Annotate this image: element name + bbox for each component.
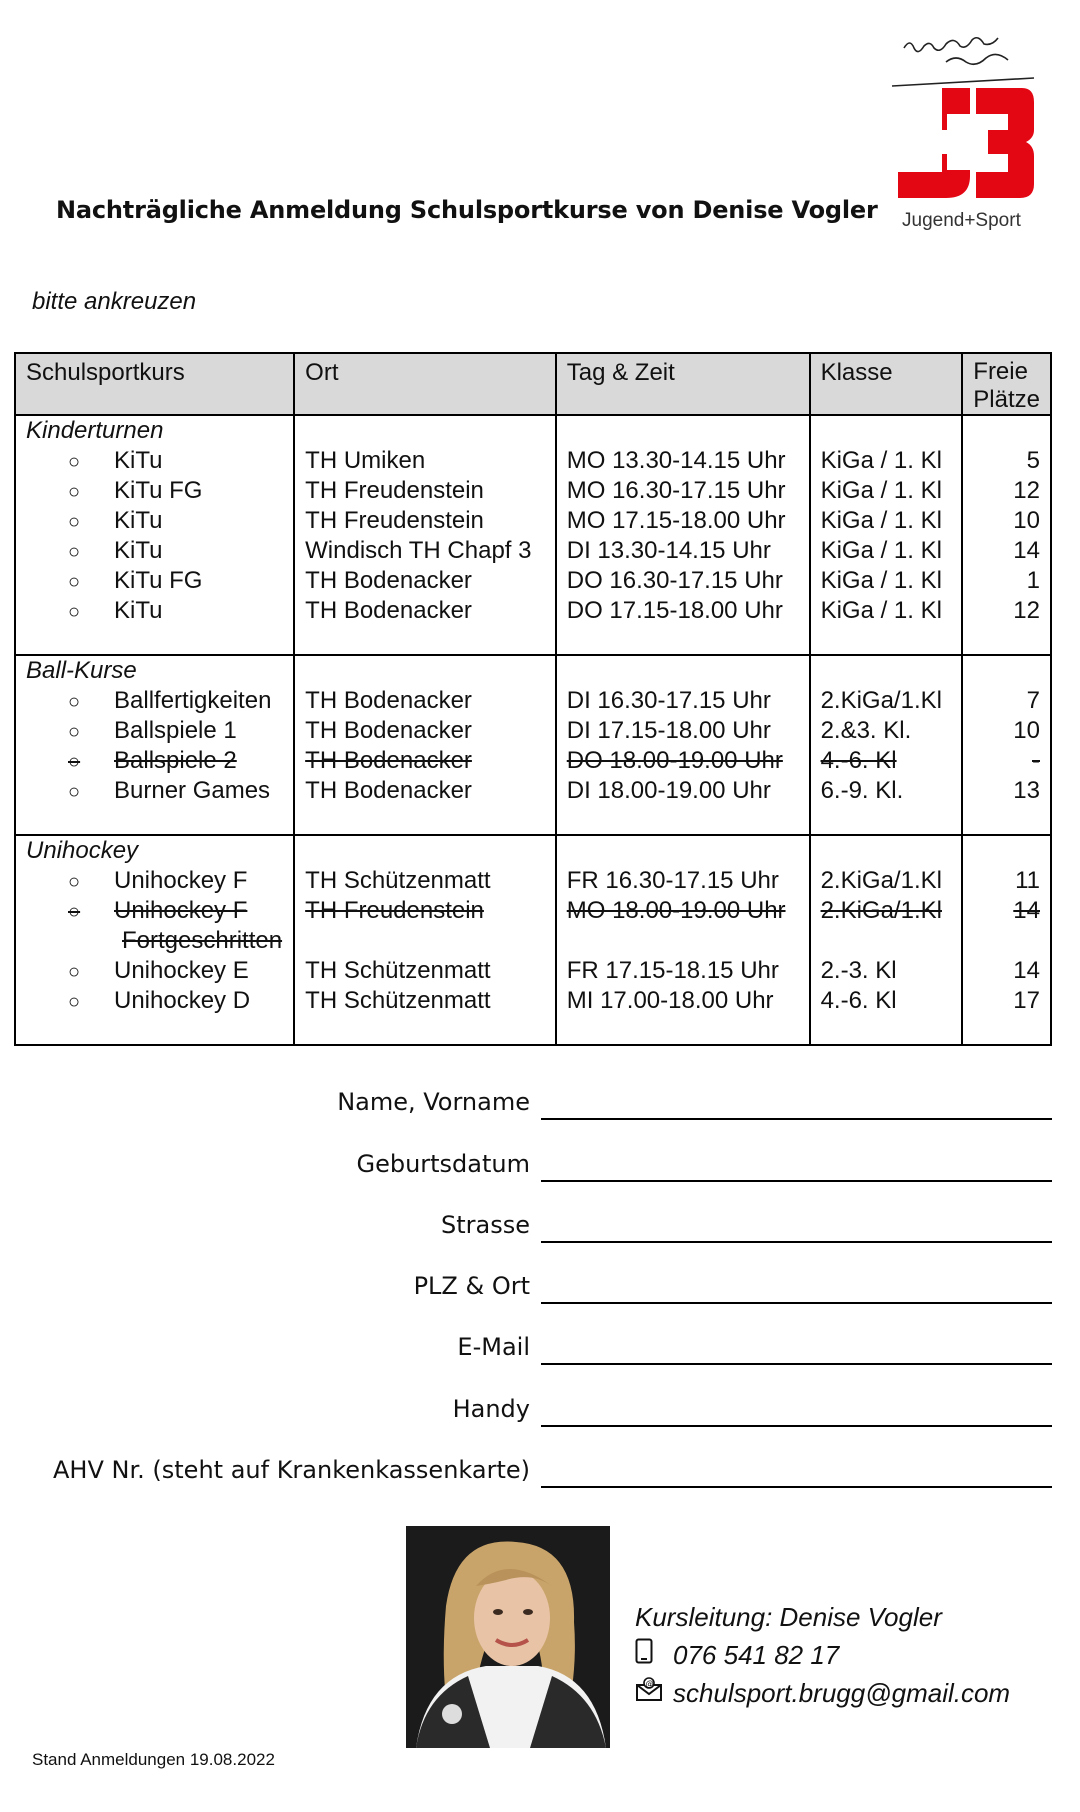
- time-value: FR 17.15-18.15 Uhr: [566, 957, 779, 984]
- group-spacer: [305, 836, 545, 866]
- free-value: 12: [1013, 597, 1040, 624]
- free-value: 7: [1026, 687, 1040, 714]
- course-name: Unihockey D: [114, 987, 251, 1014]
- form-field-label: E-Mail: [457, 1333, 530, 1361]
- course-option[interactable]: [26, 866, 283, 896]
- checkbox-circle-icon[interactable]: ○: [68, 541, 81, 563]
- place-value: TH Freudenstein: [305, 477, 484, 504]
- time-cell: [556, 415, 810, 655]
- course-name: Unihockey F: [114, 867, 248, 894]
- group-spacer: [973, 656, 1040, 686]
- free-value: 13: [1013, 777, 1040, 804]
- mobile-phone-icon: [635, 1636, 673, 1674]
- course-cell: [15, 655, 294, 835]
- class-cell: [810, 415, 963, 655]
- free-cell: [962, 655, 1051, 835]
- free-value: 11: [1015, 867, 1040, 894]
- section-padding: [821, 626, 952, 654]
- form-field-input[interactable]: [541, 1266, 1052, 1304]
- class-cell: [810, 835, 963, 1045]
- free-cell: [962, 835, 1051, 1045]
- course-option[interactable]: [26, 956, 283, 986]
- course-name: Burner Games: [114, 777, 271, 804]
- free-value: 10: [1013, 507, 1040, 534]
- col-header-class: Klasse: [810, 353, 963, 415]
- group-spacer: [821, 416, 952, 446]
- form-field-label: Handy: [452, 1395, 530, 1423]
- instructor-photo: [406, 1526, 610, 1748]
- place-value: TH Bodenacker: [305, 687, 472, 714]
- envelope-icon: [635, 1674, 673, 1712]
- free-value: 12: [1013, 477, 1040, 504]
- form-field-input[interactable]: [541, 1144, 1052, 1182]
- section-padding: [973, 1016, 1040, 1044]
- checkbox-circle-icon[interactable]: ○: [68, 751, 81, 773]
- section-padding: [567, 1016, 799, 1044]
- checkbox-circle-icon[interactable]: ○: [68, 991, 81, 1013]
- form-field-row: [0, 1325, 1054, 1365]
- course-option[interactable]: [26, 446, 283, 476]
- course-option[interactable]: [26, 506, 283, 536]
- class-value: 2.-3. Kl: [820, 957, 897, 984]
- form-field-label: PLZ & Ort: [413, 1272, 530, 1300]
- course-table: [14, 352, 1052, 1046]
- group-spacer: [567, 416, 799, 446]
- section-padding: [305, 1016, 545, 1044]
- place-value: TH Freudenstein: [305, 897, 484, 924]
- col-header-free-line2: Plätze: [973, 386, 1040, 413]
- section-padding: [305, 806, 545, 834]
- time-value: DI 18.00-19.00 Uhr: [566, 777, 771, 804]
- course-group-row: [15, 415, 1051, 655]
- section-padding: [567, 626, 799, 654]
- place-value: TH Schützenmatt: [305, 867, 491, 894]
- free-value: 1: [1026, 567, 1040, 594]
- section-padding: [973, 806, 1040, 834]
- time-cell: [556, 655, 810, 835]
- checkbox-circle-icon[interactable]: ○: [68, 691, 81, 713]
- course-leader: Kursleitung: Denise Vogler: [635, 1602, 942, 1632]
- place-value: TH Bodenacker: [305, 717, 472, 744]
- course-option[interactable]: [26, 716, 283, 746]
- course-option[interactable]: [26, 536, 283, 566]
- section-padding: [26, 626, 283, 654]
- place-value: TH Schützenmatt: [305, 957, 491, 984]
- form-field-input[interactable]: [541, 1205, 1052, 1243]
- class-value: KiGa / 1. Kl: [820, 447, 942, 474]
- course-group-row: [15, 655, 1051, 835]
- class-value: KiGa / 1. Kl: [820, 477, 942, 504]
- place-value: TH Umiken: [305, 447, 426, 474]
- group-spacer: [567, 836, 799, 866]
- form-field-label: AHV Nr. (steht auf Krankenkassenkarte): [53, 1456, 530, 1484]
- checkbox-circle-icon[interactable]: ○: [68, 511, 81, 533]
- place-cell: [294, 835, 556, 1045]
- section-padding: [26, 806, 283, 834]
- class-value: 2.KiGa/1.Kl: [820, 867, 942, 894]
- course-option[interactable]: [26, 746, 283, 776]
- logo-tagline: Jugend+Sport: [902, 210, 1021, 231]
- email-row: [635, 1674, 1010, 1712]
- time-value: DI 16.30-17.15 Uhr: [566, 687, 771, 714]
- class-value: 2.KiGa/1.Kl: [820, 687, 942, 714]
- class-value: KiGa / 1. Kl: [820, 537, 942, 564]
- section-padding: [821, 806, 952, 834]
- place-value: Windisch TH Chapf 3: [305, 537, 532, 564]
- course-cell: [15, 415, 294, 655]
- instruction-text: bitte ankreuzen: [32, 288, 197, 315]
- free-value: -: [1032, 747, 1040, 774]
- form-field-row: [0, 1448, 1054, 1488]
- checkbox-circle-icon[interactable]: ○: [68, 871, 81, 893]
- form-field-row: [0, 1203, 1054, 1243]
- course-option[interactable]: [26, 476, 283, 506]
- course-option[interactable]: [26, 566, 283, 596]
- course-name-continued: Fortgeschritten: [122, 927, 283, 954]
- checkbox-circle-icon[interactable]: ○: [68, 481, 81, 503]
- class-value: 6.-9. Kl.: [820, 777, 904, 804]
- row-spacer: [821, 926, 952, 956]
- row-spacer: [973, 926, 1040, 956]
- email-address[interactable]: schulsport.brugg@gmail.com: [673, 1678, 1011, 1708]
- form-field-label: Name, Vorname: [337, 1088, 530, 1116]
- time-value: FR 16.30-17.15 Uhr: [566, 867, 779, 894]
- col-header-free-line1: Freie: [973, 358, 1028, 385]
- phone-number[interactable]: 076 541 82 17: [673, 1640, 840, 1670]
- place-cell: [294, 655, 556, 835]
- free-value: 14: [1013, 537, 1040, 564]
- time-value: DO 18.00-19.00 Uhr: [566, 747, 783, 774]
- form-field-label: Strasse: [441, 1211, 530, 1239]
- jugend-sport-logo: [884, 26, 1044, 234]
- course-cell: [15, 835, 294, 1045]
- course-option[interactable]: [26, 596, 283, 626]
- checkbox-circle-icon[interactable]: ○: [68, 961, 81, 983]
- checkbox-circle-icon[interactable]: ○: [68, 781, 81, 803]
- form-field-row: [0, 1080, 1054, 1120]
- col-header-time: Tag & Zeit: [556, 353, 810, 415]
- time-value: MO 18.00-19.00 Uhr: [566, 897, 786, 924]
- group-title: Kinderturnen: [26, 417, 164, 444]
- group-title: Unihockey: [26, 837, 139, 864]
- section-padding: [821, 1016, 952, 1044]
- course-name: Unihockey F: [114, 897, 248, 924]
- checkbox-circle-icon[interactable]: ○: [68, 571, 81, 593]
- class-value: 4.-6. Kl: [820, 747, 897, 774]
- checkbox-circle-icon[interactable]: ○: [68, 451, 81, 473]
- section-padding: [973, 626, 1040, 654]
- section-padding: [567, 806, 799, 834]
- col-header-course: Schulsportkurs: [15, 353, 294, 415]
- class-value: KiGa / 1. Kl: [820, 597, 942, 624]
- place-value: TH Bodenacker: [305, 567, 472, 594]
- course-name: KiTu FG: [114, 477, 203, 504]
- time-value: MO 16.30-17.15 Uhr: [566, 477, 786, 504]
- group-spacer: [821, 656, 952, 686]
- place-value: TH Bodenacker: [305, 777, 472, 804]
- section-padding: [26, 1016, 283, 1044]
- place-value: TH Freudenstein: [305, 507, 484, 534]
- class-value: 2.KiGa/1.Kl: [820, 897, 942, 924]
- group-spacer: [305, 416, 545, 446]
- time-value: MO 13.30-14.15 Uhr: [566, 447, 786, 474]
- course-name: Unihockey E: [114, 957, 249, 984]
- phone-row: [635, 1636, 1010, 1674]
- class-value: KiGa / 1. Kl: [820, 567, 942, 594]
- time-value: DI 13.30-14.15 Uhr: [566, 537, 771, 564]
- form-field-input[interactable]: [541, 1082, 1052, 1120]
- free-cell: [962, 415, 1051, 655]
- group-spacer: [973, 416, 1040, 446]
- form-field-row: [0, 1142, 1054, 1182]
- course-option[interactable]: [26, 986, 283, 1016]
- time-value: MO 17.15-18.00 Uhr: [566, 507, 786, 534]
- checkbox-circle-icon[interactable]: ○: [68, 601, 81, 623]
- class-value: 2.&3. Kl.: [820, 717, 912, 744]
- course-name: Ballspiele 2: [114, 747, 237, 774]
- course-option[interactable]: [26, 686, 283, 716]
- place-value: TH Bodenacker: [305, 597, 472, 624]
- class-value: KiGa / 1. Kl: [820, 507, 942, 534]
- status-date: Stand Anmeldungen 19.08.2022: [32, 1750, 275, 1769]
- free-value: 17: [1013, 987, 1040, 1014]
- form-field-row: [0, 1264, 1054, 1304]
- group-spacer: [567, 656, 799, 686]
- class-value: 4.-6. Kl: [820, 987, 897, 1014]
- free-value: 14: [1013, 957, 1040, 984]
- free-value: 5: [1026, 447, 1040, 474]
- group-spacer: [821, 836, 952, 866]
- time-cell: [556, 835, 810, 1045]
- place-cell: [294, 415, 556, 655]
- page-title: Nachträgliche Anmeldung Schulsportkurse von Denise Vogler: [56, 196, 878, 224]
- form-field-input[interactable]: [541, 1450, 1052, 1488]
- form-field-input[interactable]: [541, 1327, 1052, 1365]
- form-field-input[interactable]: [541, 1389, 1052, 1427]
- course-name: KiTu: [114, 507, 163, 534]
- course-name: KiTu: [114, 447, 163, 474]
- row-spacer: [567, 926, 799, 956]
- checkbox-circle-icon[interactable]: ○: [68, 721, 81, 743]
- course-name: KiTu: [114, 597, 163, 624]
- section-padding: [305, 626, 545, 654]
- course-name: KiTu FG: [114, 567, 203, 594]
- svg-text:@: @: [645, 1679, 654, 1688]
- group-spacer: [305, 656, 545, 686]
- time-value: MI 17.00-18.00 Uhr: [566, 987, 774, 1014]
- course-group-row: [15, 835, 1051, 1045]
- course-option[interactable]: [26, 896, 283, 926]
- form-field-row: [0, 1387, 1054, 1427]
- checkbox-circle-icon[interactable]: ○: [68, 901, 81, 923]
- table-header-row: [15, 353, 1051, 415]
- course-name: Ballfertigkeiten: [114, 687, 272, 714]
- col-header-place: Ort: [294, 353, 556, 415]
- time-value: DO 16.30-17.15 Uhr: [566, 567, 783, 594]
- group-title: Ball-Kurse: [26, 657, 137, 684]
- col-header-free: [962, 353, 1051, 415]
- group-spacer: [973, 836, 1040, 866]
- course-name: Ballspiele 1: [114, 717, 237, 744]
- time-value: DI 17.15-18.00 Uhr: [566, 717, 771, 744]
- place-value: TH Schützenmatt: [305, 987, 491, 1014]
- free-value: 10: [1013, 717, 1040, 744]
- course-option[interactable]: [26, 776, 283, 806]
- time-value: DO 17.15-18.00 Uhr: [566, 597, 783, 624]
- row-spacer: [305, 926, 545, 956]
- form-field-label: Geburtsdatum: [356, 1150, 530, 1178]
- contact-block: [635, 1598, 1010, 1712]
- free-value: 14: [1013, 897, 1040, 924]
- class-cell: [810, 655, 963, 835]
- course-name: KiTu: [114, 537, 163, 564]
- place-value: TH Bodenacker: [305, 747, 472, 774]
